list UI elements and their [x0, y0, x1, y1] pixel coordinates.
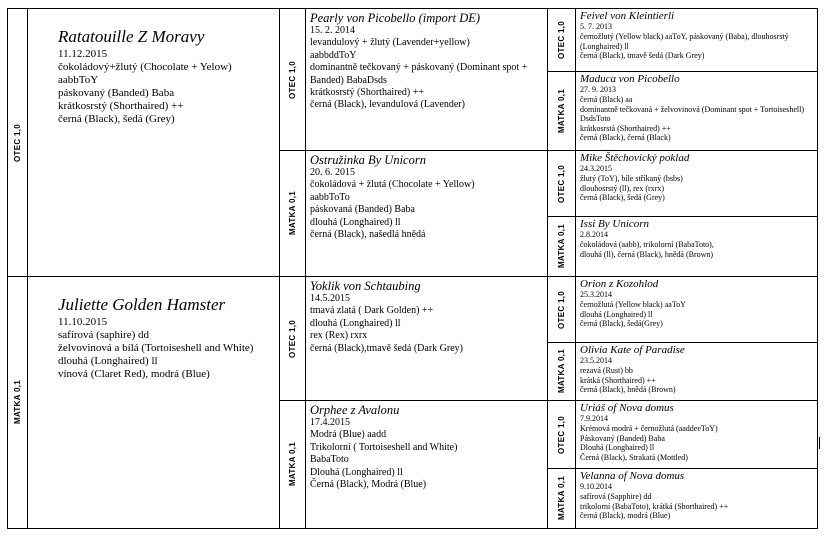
pedigree-card: [575, 71, 818, 151]
trait-line: dlouhá (ll), černá (Black), hnědá (Brown): [580, 249, 714, 259]
trait-line: Černá (Black), Strakatá (Mottled): [580, 452, 688, 462]
pedigree-card: [305, 400, 548, 529]
matka-label: MATKA 0,1: [547, 71, 576, 151]
otec-label: OTEC 1,0: [547, 8, 576, 72]
trait-line: černá (Black), šedá (Grey): [580, 193, 665, 203]
dam-birth-date: 11.10.2015: [58, 316, 108, 329]
text-cursor: [819, 437, 820, 449]
dam-coat: dlouhá (Longhaired) ll: [58, 355, 158, 368]
pedigree-card: [305, 276, 548, 401]
trait-line: černá (Black), levandulová (Lavender): [310, 99, 465, 111]
animal-name: Mike Štěchovický poklad: [580, 152, 690, 164]
animal-name: Issi By Unicorn: [580, 218, 650, 230]
sire-genotype: aabbToY: [58, 74, 99, 87]
trait-line: krátkosrstý (Shorthaired) ++: [310, 87, 425, 99]
trait-line: černá (Black), černá (Black): [580, 133, 671, 143]
matka-label: MATKA 0,1: [279, 150, 306, 277]
otec-label: OTEC 1,0: [547, 400, 576, 469]
animal-name: Ostružinka By Unicorn: [310, 153, 426, 167]
pedigree-card: [575, 342, 818, 401]
trait-line: černožlutá (Yellow black) aaToY: [580, 299, 686, 309]
animal-name: Pearly von Picobello (import DE): [310, 11, 481, 25]
trait-line: Modrá (Blue) aadd: [310, 429, 387, 441]
birth-date: 9.10.2014: [580, 482, 612, 492]
pedigree-card: [305, 8, 548, 151]
trait-line: čokoládová + žlutá (Chocolate + Yellow): [310, 179, 475, 191]
trait-line: aabbddToY: [310, 49, 357, 61]
sire-name: Ratatouille Z Moravy: [58, 27, 205, 46]
trait-line: aabbToTo: [310, 191, 350, 203]
trait-line: trikolorní (BabaToto), krátká (Shorthaired) ++: [580, 501, 729, 511]
pedigree-card: [575, 8, 818, 72]
trait-line: dlouhá (Longhaired) ll: [310, 317, 401, 329]
trait-line: dlouhá (Longhaired) ll: [310, 216, 401, 228]
trait-line: černá (Black),tmavě šedá (Dark Grey): [310, 342, 463, 354]
dam-eyes-ears: vínová (Claret Red), modrá (Blue): [58, 368, 210, 381]
trait-line: krátká (Shorthaired) ++: [580, 375, 656, 385]
trait-line: levandulový + žlutý (Lavender+yellow): [310, 37, 470, 49]
trait-line: Černá (Black), Modrá (Blue): [310, 479, 427, 491]
trait-line: rex (Rex) rxrx: [310, 330, 368, 342]
otec-label: OTEC 1,0: [547, 150, 576, 217]
birth-date: 27. 9. 2013: [580, 85, 616, 95]
trait-line: černá (Black), tmavě šedá (Dark Grey): [580, 51, 705, 61]
dam-card: [27, 276, 280, 529]
animal-name: Yoklik von Schtaubing: [310, 279, 421, 293]
birth-date: 7.9.2014: [580, 414, 608, 424]
animal-name: Orion z Kozohlod: [580, 278, 659, 290]
trait-line: tmavá zlatá ( Dark Golden) ++: [310, 305, 434, 317]
birth-date: 25.3.2014: [580, 290, 612, 300]
trait-line: Trikolorní ( Tortoiseshell and White) BabaToto: [310, 441, 458, 466]
trait-line: Dlouhá (Longhaired) ll: [310, 466, 403, 478]
sire-color: čokoládový+žlutý (Chocolate + Yelow): [58, 61, 232, 74]
otec-label: OTEC 1,0: [7, 8, 28, 277]
birth-date: 2.8.2014: [580, 230, 608, 240]
birth-date: 23.5.2014: [580, 356, 612, 366]
matka-label: MATKA 0,1: [7, 276, 28, 529]
otec-label: OTEC 1,0: [279, 8, 306, 151]
trait-line: čokoládová (aabb), trikolorní (BabaToto),: [580, 239, 714, 249]
sire-eyes-ears: černá (Black), šedá (Grey): [58, 113, 175, 126]
matka-label: MATKA 0,1: [279, 400, 306, 529]
trait-line: černá (Black), hnědá (Brown): [580, 385, 676, 395]
otec-label: OTEC 1,0: [547, 276, 576, 343]
pedigree-card: [575, 150, 818, 217]
trait-line: dominantně tečkovaný + páskovaný (Dominant spot + Banded) BabaDsds: [310, 62, 528, 86]
trait-line: černá (Black) aa: [580, 94, 633, 104]
birth-date: 20. 6. 2015: [310, 167, 355, 178]
pedigree-card: [575, 276, 818, 343]
trait-line: dominantně tečkovaná + želvovinová (Dominant spot + Tortoiseshell) DsdsToto: [580, 104, 805, 124]
birth-date: 5. 7. 2013: [580, 22, 612, 32]
birth-date: 24.3.2015: [580, 164, 612, 174]
birth-date: 17.4.2015: [310, 417, 350, 428]
trait-line: Dlouhá (Longhaired) ll: [580, 443, 655, 453]
animal-name: Maduca von Picobello: [580, 73, 680, 85]
trait-line: krátkosrstá (Shorthaired) ++: [580, 123, 671, 133]
pedigree-card: [305, 150, 548, 277]
animal-name: Olivia Kate of Paradise: [580, 344, 685, 356]
animal-name: Uriáš of Nova domus: [580, 402, 674, 414]
trait-line: Páskovaný (Banded) Baba: [580, 433, 665, 443]
pedigree-card: [575, 400, 818, 469]
sire-coat: krátkosrstý (Shorthaired) ++: [58, 100, 184, 113]
trait-line: dlouhosrstý (ll), rex (rxrx): [580, 183, 664, 193]
dam-marking: želvovinová a bílá (Tortoiseshell and White): [58, 342, 254, 355]
trait-line: páskovaná (Banded) Baba: [310, 204, 415, 216]
birth-date: 15. 2. 2014: [310, 25, 355, 36]
matka-label: MATKA 0,1: [547, 216, 576, 277]
trait-line: žlutý (ToY), bíle stříkaný (bsbs): [580, 173, 683, 183]
trait-line: rezavá (Rust) bb: [580, 365, 633, 375]
pedigree-card: [575, 468, 818, 529]
animal-name: Feivel von Kleintierli: [580, 10, 675, 22]
birth-date: 14.5.2015: [310, 293, 350, 304]
trait-line: černá (Black), našedlá hnědá: [310, 229, 426, 241]
sire-birth-date: 11.12.2015: [58, 48, 108, 61]
trait-line: dlouhá (Longhaired) ll: [580, 309, 653, 319]
trait-line: černožlutý (Yellow black) aaToY, páskovaný (Baba), dlouhosrstý (Longhaired) ll: [580, 31, 789, 51]
matka-label: MATKA 0,1: [547, 468, 576, 529]
matka-label: MATKA 0,1: [547, 342, 576, 401]
pedigree-card: [575, 216, 818, 277]
animal-name: Velanna of Nova domus: [580, 470, 685, 482]
trait-line: černá (Black), modrá (Blue): [580, 511, 671, 521]
trait-line: černá (Black), šedá(Grey): [580, 319, 663, 329]
sire-card: [27, 8, 280, 277]
dam-name: Juliette Golden Hamster: [58, 295, 226, 314]
animal-name: Orphee z Avalonu: [310, 403, 400, 417]
trait-line: Krémová modrá + černožlutá (aaddeeToY): [580, 423, 718, 433]
dam-color: safírová (saphire) dd: [58, 329, 150, 342]
sire-marking: páskovaný (Banded) Baba: [58, 87, 175, 100]
trait-line: safírová (Sapphire) dd: [580, 491, 652, 501]
otec-label: OTEC 1,0: [279, 276, 306, 401]
